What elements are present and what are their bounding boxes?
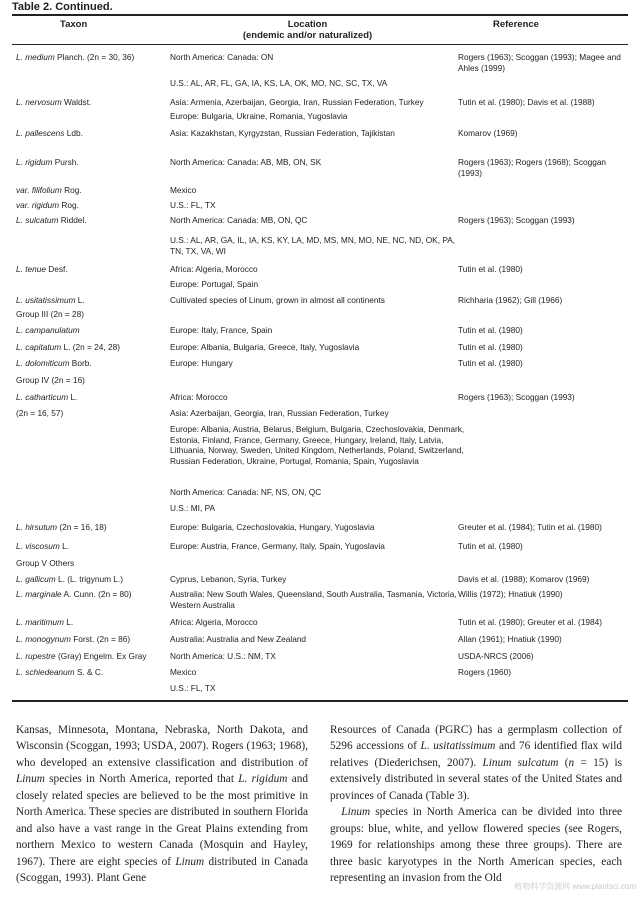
table-caption: Table 2. Continued. xyxy=(12,1,113,13)
taxon-cell xyxy=(16,342,164,353)
taxon-cell xyxy=(16,667,164,678)
text-run: L. usitatissimum xyxy=(420,740,496,753)
reference-cell: Rogers (1963); Scoggan (1993) xyxy=(458,392,575,402)
taxon-authority: S. & C. xyxy=(74,667,104,677)
location-cell: Asia: Azerbaijan, Georgia, Iran, Russian Federation, Turkey xyxy=(170,408,389,418)
taxon-name: L. catharticum xyxy=(16,392,69,402)
taxon-name: var. filifolium xyxy=(16,185,62,195)
reference-cell: Richharia (1962); Gill (1966) xyxy=(458,295,563,305)
location-cell: Africa: Algeria, Morocco xyxy=(170,264,258,274)
taxon-authority: Group III (2n = 28) xyxy=(16,309,85,319)
location-cell: Europe: Portugal, Spain xyxy=(170,279,259,289)
taxon-cell xyxy=(16,358,164,369)
taxon-cell xyxy=(16,558,164,569)
reference-cell: Rogers (1963); Scoggan (1993) xyxy=(458,215,575,225)
taxon-authority: Riddel. xyxy=(58,215,87,225)
table-bottom-rule xyxy=(12,700,628,702)
taxon-authority: A. Cunn. (2n = 80) xyxy=(61,589,132,599)
reference-cell: Rogers (1963); Rogers (1968); Scoggan (1993) xyxy=(458,157,607,178)
text-run: distributed in Canada (Scoggan, 1993). Plant Gene xyxy=(16,855,308,885)
text-run: species in North America, reported that xyxy=(44,773,239,786)
location-cell: Europe: Bulgaria, Czechoslovakia, Hungary, Yugoslavia xyxy=(170,522,375,532)
reference-cell: Davis et al. (1988); Komarov (1969) xyxy=(458,574,590,584)
reference-cell: Rogers (1963); Scoggan (1993); Magee and Ahles (1999) xyxy=(458,52,621,73)
reference-cell: Tutin et al. (1980); Davis et al. (1988) xyxy=(458,97,595,107)
text-run: Linum xyxy=(341,806,371,819)
taxon-cell xyxy=(16,408,164,419)
taxon-name: L. monogynum xyxy=(16,634,71,644)
body-text-right xyxy=(330,722,622,887)
taxon-authority: (Gray) Engelm. Ex Gray xyxy=(55,651,147,661)
taxon-name: L. campanulatum xyxy=(16,325,80,335)
text-run: Linum xyxy=(175,855,205,868)
taxon-cell xyxy=(16,185,164,196)
location-cell: Mexico xyxy=(170,185,197,195)
taxon-authority: Forst. (2n = 86) xyxy=(70,634,131,644)
taxon-cell xyxy=(16,264,164,275)
location-cell: Africa: Morocco xyxy=(170,392,228,402)
taxon-name: L. rigidum xyxy=(16,157,53,167)
reference-cell: Tutin et al. (1980) xyxy=(458,264,523,274)
location-cell: Australia: Australia and New Zealand xyxy=(170,634,307,644)
taxon-authority: Rog. xyxy=(59,200,79,210)
taxon-name: L. maritimum xyxy=(16,617,64,627)
reference-cell: Tutin et al. (1980) xyxy=(458,358,523,368)
taxon-authority: L. (L. trigynum L.) xyxy=(55,574,123,584)
text-run: Linum xyxy=(16,773,45,786)
text-run: ( xyxy=(558,756,569,769)
taxon-cell xyxy=(16,97,164,108)
text-run xyxy=(330,806,341,818)
text-run: and 76 identified flax wild relatives (Diederichsen, 2007). xyxy=(330,740,623,769)
taxon-authority: L. (2n = 24, 28) xyxy=(61,342,121,352)
taxon-cell xyxy=(16,375,164,386)
taxon-authority: L. xyxy=(59,541,70,551)
location-cell: Europe: Italy, France, Spain xyxy=(170,325,273,335)
location-cell: Cyprus, Lebanon, Syria, Turkey xyxy=(170,574,287,584)
taxon-cell xyxy=(16,325,164,336)
taxon-authority: (2n = 16, 18) xyxy=(57,522,107,532)
taxon-name: L. rupestre xyxy=(16,651,56,661)
location-cell: Europe: Bulgaria, Ukraine, Romania, Yugoslavia xyxy=(170,111,348,121)
text-run: Kansas, Minnesota, Montana, Nebraska, North Dakota, and Wisconsin (Scoggan, 1993; USDA, 2007). Rogers (1963; 1968), who developed an extensive classification and distribution of xyxy=(16,724,308,769)
taxon-cell xyxy=(16,309,164,320)
taxon-authority: L. xyxy=(63,617,74,627)
reference-cell: Tutin et al. (1980) xyxy=(458,342,523,352)
taxon-cell xyxy=(16,215,164,226)
location-cell: U.S.: AL, AR, GA, IL, IA, KS, KY, LA, MD, MS, MN, MO, NE, NC, ND, OK, PA, TN, TX, VA, WI xyxy=(170,235,456,256)
location-cell: Africa: Algeria, Morocco xyxy=(170,617,258,627)
location-cell: Asia: Armenia, Azerbaijan, Georgia, Iran, Russian Federation, Turkey xyxy=(170,97,424,107)
taxon-authority: L. xyxy=(75,295,85,305)
taxon-cell xyxy=(16,295,164,306)
location-cell: Mexico xyxy=(170,667,197,677)
taxon-cell xyxy=(16,617,164,628)
taxon-name: var. rigidum xyxy=(16,200,60,210)
location-cell: Europe: Albania, Austria, Belarus, Belgium, Bulgaria, Czechoslovakia, Denmark, Estonia, Finland, France, Germany, Greece, Hungary, Ireland, Italy, Latvia, Lithuania, Norway, Sweden, United Kingdom, Netherlands, Poland, Switzerland, Russian Federation, Ukraine, Portugal, Romania, Spain, Yugoslavia xyxy=(170,424,465,466)
taxon-cell xyxy=(16,392,164,403)
taxon-name: L. marginale xyxy=(16,589,62,599)
taxon-name: L. tenue xyxy=(16,264,46,274)
location-cell: Australia: New South Wales, Queensland, South Australia, Tasmania, Victoria, Western Australia xyxy=(170,589,457,610)
body-text-left xyxy=(16,722,308,887)
location-cell: Cultivated species of Linum, grown in almost all continents xyxy=(170,295,385,305)
reference-cell: Greuter et al. (1984); Tutin et al. (1980) xyxy=(458,522,602,532)
location-cell: Europe: Hungary xyxy=(170,358,233,368)
reference-cell: Tutin et al. (1980) xyxy=(458,325,523,335)
taxon-name: L. viscosum xyxy=(16,541,60,551)
location-cell: U.S.: FL, TX xyxy=(170,200,216,210)
taxon-authority: Rog. xyxy=(61,185,82,195)
taxon-name: L. usitatissimum xyxy=(16,295,76,305)
reference-cell: Rogers (1960) xyxy=(458,667,512,677)
taxon-cell xyxy=(16,589,164,600)
taxon-cell xyxy=(16,157,164,168)
taxon-name: L. medium xyxy=(16,52,55,62)
location-cell: Europe: Austria, France, Germany, Italy, Spain, Yugoslavia xyxy=(170,541,385,551)
taxon-cell xyxy=(16,634,164,645)
column-header-location: Location (endemic and/or naturalized) xyxy=(242,19,373,41)
taxon-name: L. sulcatum xyxy=(16,215,59,225)
taxon-name: L. hirsutum xyxy=(16,522,58,532)
taxon-authority: Group IV (2n = 16) xyxy=(16,375,85,385)
taxon-authority: L. xyxy=(68,392,78,402)
location-cell: Asia: Kazakhstan, Kyrgyzstan, Russian Federation, Tajikistan xyxy=(170,128,395,138)
location-cell: U.S.: MI, PA xyxy=(170,503,216,513)
taxon-authority: Ldb. xyxy=(64,128,83,138)
taxon-cell xyxy=(16,651,164,662)
taxon-name: L. pallescens xyxy=(16,128,65,138)
text-run: n xyxy=(568,756,575,769)
taxon-authority: Borb. xyxy=(69,358,92,368)
text-run: L. rigidum xyxy=(238,773,288,786)
taxon-name: L. gallicum xyxy=(16,574,56,584)
taxon-name: L. dolomiticum xyxy=(16,358,70,368)
text-run: = 15) is extensively distributed in several states of the United States and provinces of Canada (Table 3). xyxy=(330,756,623,802)
location-cell: U.S.: FL, TX xyxy=(170,683,216,693)
location-cell: North America: Canada: NF, NS, ON, QC xyxy=(170,487,322,497)
taxon-authority: (2n = 16, 57) xyxy=(16,408,64,418)
taxon-cell xyxy=(16,574,164,585)
taxon-cell xyxy=(16,52,164,63)
reference-cell: Allan (1961); Hnatiuk (1990) xyxy=(458,634,562,644)
watermark: 植物科学资源网 www.plantsci.com xyxy=(514,882,636,891)
text-run: Linum sulcatum xyxy=(482,756,559,769)
taxon-name: L. nervosum xyxy=(16,97,62,107)
location-cell: North America: U.S.: NM, TX xyxy=(170,651,276,661)
text-run: and closely related species are believed to be the most primitive in North America. These species are distributed in southern Florida and also have a vast range in the Great Plains extending from northern Mexico to western Canada (Mosquin and Hayley, 1967). There are eight species of xyxy=(16,773,309,868)
column-header-reference: Reference xyxy=(493,19,539,30)
location-cell: North America: Canada: ON xyxy=(170,52,274,62)
taxon-cell xyxy=(16,541,164,552)
taxon-name: L. capitatum xyxy=(16,342,62,352)
taxon-authority: Desf. xyxy=(46,264,68,274)
reference-cell: Willis (1972); Hnatiuk (1990) xyxy=(458,589,563,599)
taxon-authority: Waldst. xyxy=(61,97,92,107)
location-cell: North America: Canada: AB, MB, ON, SK xyxy=(170,157,322,167)
reference-cell: Komarov (1969) xyxy=(458,128,518,138)
location-cell: Europe: Albania, Bulgaria, Greece, Italy, Yugoslavia xyxy=(170,342,360,352)
taxon-authority: Pursh. xyxy=(52,157,79,167)
reference-cell: Tutin et al. (1980); Greuter et al. (1984) xyxy=(458,617,603,627)
reference-cell: Tutin et al. (1980) xyxy=(458,541,523,551)
taxon-cell xyxy=(16,522,164,533)
column-header-taxon: Taxon xyxy=(60,19,88,30)
text-run: species in North America can be divided into three groups: blue, white, and yellow flowered species (see Rogers, 1969 for relationships among these three groups). There are three basic karyotypes in the North American species, each representing an invasion from the Old xyxy=(330,806,622,885)
reference-cell: USDA-NRCS (2006) xyxy=(458,651,534,661)
table-top-rule xyxy=(12,14,628,16)
location-cell: North America: Canada: MB, ON, QC xyxy=(170,215,308,225)
taxon-authority: Planch. (2n = 30, 36) xyxy=(54,52,135,62)
taxon-authority: Group V Others xyxy=(16,558,75,568)
taxon-cell xyxy=(16,128,164,139)
taxon-name: L. schiedeanum xyxy=(16,667,75,677)
location-cell: U.S.: AL, AR, FL, GA, IA, KS, LA, OK, MO, NC, SC, TX, VA xyxy=(170,78,388,88)
taxon-cell xyxy=(16,200,164,211)
text-run: Resources of Canada (PGRC) has a germplasm collection of 5296 accessions of xyxy=(330,724,622,753)
header-rule xyxy=(12,44,628,45)
